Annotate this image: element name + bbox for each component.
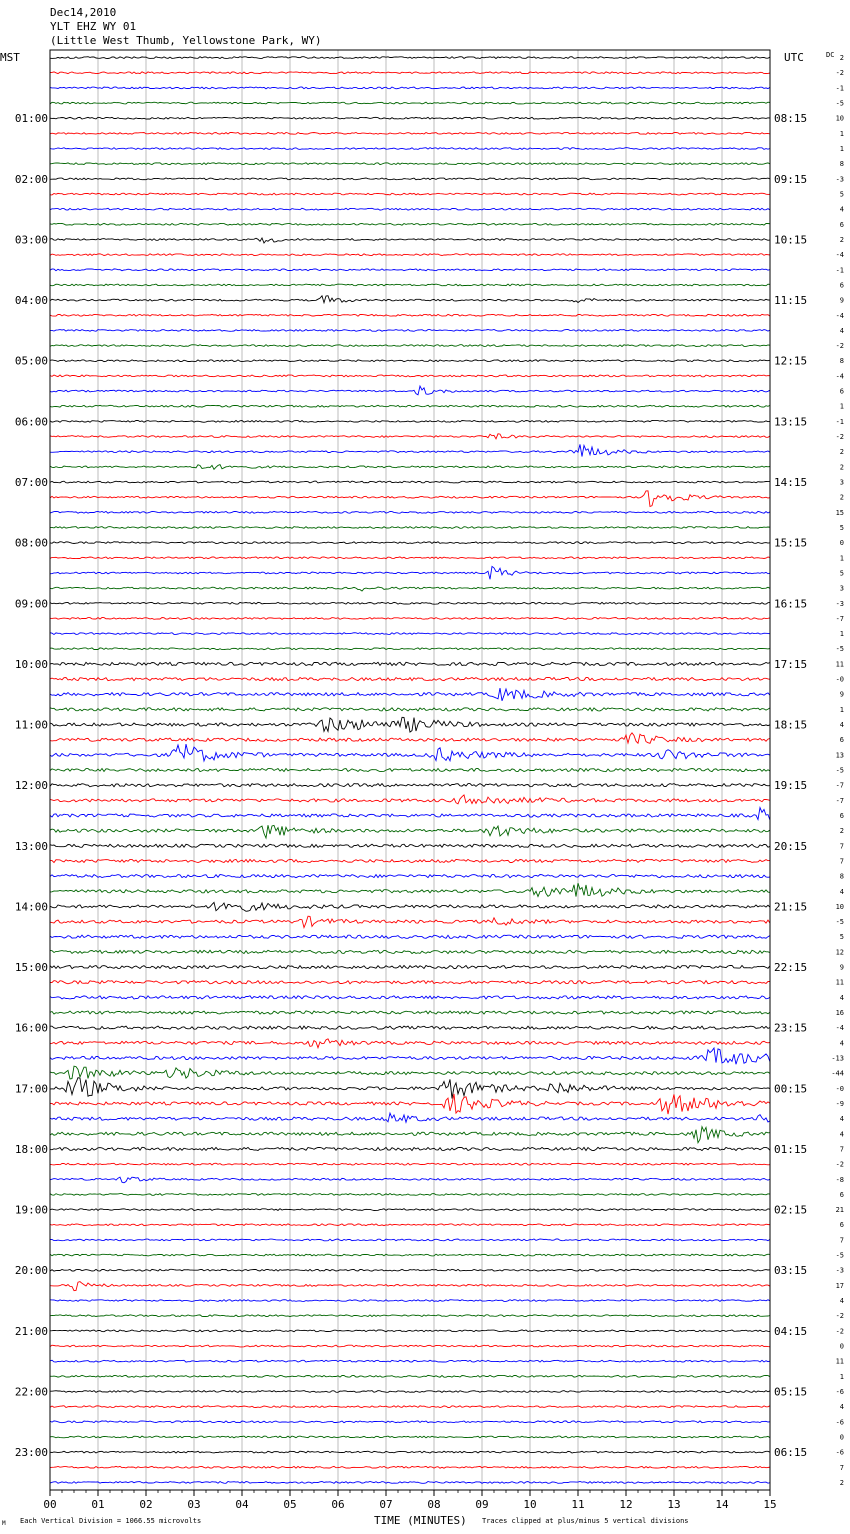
dc-offset-label: 13 (835, 751, 844, 760)
dc-offset-label: 6 (839, 220, 844, 229)
dc-offset-label: 4 (839, 1039, 844, 1048)
dc-offset-label: -9 (835, 1099, 844, 1108)
dc-offset-label: 1 (839, 630, 844, 639)
dc-offset-label: 2 (839, 448, 844, 457)
dc-offset-label: 8 (839, 872, 844, 881)
dc-offset-label: 17 (835, 1281, 844, 1290)
dc-offset-label: 4 (839, 721, 844, 730)
left-timezone-label: MST (0, 51, 20, 64)
dc-offset-label: -5 (835, 99, 844, 108)
left-hour-label: 04:00 (14, 294, 48, 308)
left-hour-label: 23:00 (14, 1446, 48, 1460)
dc-offset-label: 9 (839, 963, 844, 972)
left-hour-label: 06:00 (14, 415, 48, 429)
dc-offset-label: 11 (835, 1357, 844, 1366)
header-station: YLT EHZ WY 01 (50, 20, 137, 33)
left-hour-label: 17:00 (14, 1082, 48, 1096)
dc-offset-label: 6 (839, 1221, 844, 1230)
dc-offset-label: -5 (835, 645, 844, 654)
right-hour-label: 03:15 (774, 1264, 808, 1278)
dc-offset-label: 8 (839, 357, 844, 366)
right-hour-label: 05:15 (774, 1385, 808, 1399)
dc-offset-label: 1 (839, 129, 844, 138)
header-location: (Little West Thumb, Yellowstone Park, WY) (50, 34, 322, 47)
dc-offset-label: 1 (839, 402, 844, 411)
dc-offset-label: -0 (835, 675, 844, 684)
dc-offset-label: 4 (839, 1115, 844, 1124)
x-axis-title: TIME (MINUTES) (374, 1514, 467, 1527)
left-hour-label: 21:00 (14, 1324, 48, 1338)
dc-offset-label: 1 (839, 1372, 844, 1381)
dc-offset-label: 3 (839, 478, 844, 487)
right-hour-label: 10:15 (774, 233, 808, 247)
right-hour-label: 00:15 (774, 1082, 808, 1096)
dc-offset-label: 0 (839, 539, 844, 548)
left-hour-label: 02:00 (14, 172, 48, 186)
x-tick-label: 10 (523, 1498, 537, 1511)
dc-offset-label: -1 (835, 84, 844, 93)
dc-offset-label: 4 (839, 326, 844, 335)
x-tick-label: 00 (43, 1498, 57, 1511)
dc-offset-label: 6 (839, 281, 844, 290)
dc-offset-label: 4 (839, 993, 844, 1002)
dc-offset-label: 3 (839, 584, 844, 593)
dc-offset-label: 6 (839, 811, 844, 820)
right-hour-label: 17:15 (774, 657, 808, 671)
left-hour-label: 19:00 (14, 1203, 48, 1217)
right-hour-label: 15:15 (774, 536, 808, 550)
left-hour-label: 01:00 (14, 112, 48, 126)
dc-offset-label: 8 (839, 160, 844, 169)
corner-mark: M (2, 1520, 6, 1527)
x-tick-label: 08 (427, 1498, 441, 1511)
dc-offset-label: -44 (831, 1069, 844, 1078)
dc-offset-label: 1 (839, 705, 844, 714)
dc-offset-label: 2 (839, 463, 844, 472)
dc-offset-label: 5 (839, 523, 844, 532)
header-date: Dec14,2010 (50, 6, 117, 19)
right-hour-label: 16:15 (774, 597, 808, 611)
dc-offset-label: -4 (835, 251, 844, 260)
dc-offset-label: -3 (835, 175, 844, 184)
dc-offset-label: 2 (839, 1478, 844, 1487)
right-hour-label: 22:15 (774, 961, 808, 975)
right-hour-label: 13:15 (774, 415, 808, 429)
x-tick-label: 05 (283, 1498, 297, 1511)
dc-column-label: DC (826, 51, 835, 59)
right-hour-label: 20:15 (774, 839, 808, 853)
left-hour-label: 22:00 (14, 1385, 48, 1399)
right-hour-label: 09:15 (774, 172, 808, 186)
dc-offset-label: -6 (835, 1418, 844, 1427)
left-hour-label: 07:00 (14, 476, 48, 489)
dc-offset-label: 7 (839, 1463, 844, 1472)
left-hour-label: 15:00 (14, 961, 48, 975)
dc-offset-label: 4 (839, 1297, 844, 1306)
x-tick-label: 01 (91, 1498, 105, 1511)
dc-offset-label: -0 (835, 1084, 844, 1093)
dc-offset-label: 4 (839, 1130, 844, 1139)
dc-offset-label: -6 (835, 1387, 844, 1396)
dc-offset-label: -5 (835, 1251, 844, 1260)
dc-offset-label: 10 (835, 114, 844, 123)
dc-offset-label: 16 (835, 1009, 844, 1018)
dc-offset-label: -2 (835, 433, 844, 442)
x-tick-label: 03 (187, 1498, 201, 1511)
x-tick-label: 14 (715, 1498, 729, 1511)
dc-offset-label: 2 (839, 54, 844, 63)
dc-offset-label: -4 (835, 372, 844, 381)
x-tick-label: 04 (235, 1498, 249, 1511)
dc-offset-label: -2 (835, 342, 844, 351)
dc-offset-label: 4 (839, 1403, 844, 1412)
dc-offset-label: 4 (839, 205, 844, 214)
dc-offset-label: 5 (839, 190, 844, 199)
left-hour-label: 11:00 (14, 718, 48, 732)
x-tick-label: 09 (475, 1498, 489, 1511)
dc-offset-label: 2 (839, 827, 844, 836)
dc-offset-label: -4 (835, 1024, 844, 1033)
right-hour-label: 23:15 (774, 1021, 808, 1035)
right-hour-label: 08:15 (774, 112, 808, 126)
x-tick-label: 07 (379, 1498, 393, 1511)
left-hour-label: 13:00 (14, 839, 48, 853)
left-hour-label: 18:00 (14, 1142, 48, 1156)
dc-offset-label: 6 (839, 387, 844, 396)
x-tick-label: 13 (667, 1498, 681, 1511)
left-hour-label: 10:00 (14, 657, 48, 671)
dc-offset-label: 12 (835, 948, 844, 957)
dc-offset-label: 6 (839, 1190, 844, 1199)
dc-offset-label: 10 (835, 902, 844, 911)
footer-clip-note: Traces clipped at plus/minus 5 vertical divisions (482, 1517, 689, 1525)
right-hour-label: 12:15 (774, 354, 808, 368)
dc-offset-label: 7 (839, 1236, 844, 1245)
dc-offset-label: 7 (839, 842, 844, 851)
left-hour-label: 08:00 (14, 536, 48, 550)
right-hour-label: 01:15 (774, 1142, 808, 1156)
dc-offset-label: -6 (835, 1448, 844, 1457)
right-hour-label: 19:15 (774, 779, 808, 793)
dc-offset-label: -1 (835, 417, 844, 426)
right-hour-label: 11:15 (774, 294, 808, 308)
x-tick-label: 11 (571, 1498, 585, 1511)
dc-offset-label: 5 (839, 569, 844, 578)
x-tick-label: 02 (139, 1498, 153, 1511)
dc-offset-label: -7 (835, 781, 844, 790)
x-tick-label: 15 (763, 1498, 777, 1511)
dc-offset-label: 4 (839, 887, 844, 896)
dc-offset-label: 7 (839, 857, 844, 866)
dc-offset-label: 0 (839, 1433, 844, 1442)
left-hour-label: 05:00 (14, 354, 48, 368)
left-hour-label: 09:00 (14, 597, 48, 611)
dc-offset-label: 15 (835, 508, 844, 517)
dc-offset-label: -1 (835, 266, 844, 275)
dc-offset-label: -4 (835, 311, 844, 320)
dc-offset-label: -2 (835, 1312, 844, 1321)
right-hour-label: 02:15 (774, 1203, 808, 1217)
dc-offset-label: -2 (835, 1327, 844, 1336)
footer-scale-note: Each Vertical Division = 1066.55 microvolts (20, 1517, 202, 1525)
left-hour-label: 14:00 (14, 900, 48, 914)
right-hour-label: 18:15 (774, 718, 808, 732)
dc-offset-label: 0 (839, 1342, 844, 1351)
dc-offset-label: 5 (839, 933, 844, 942)
dc-offset-label: -5 (835, 918, 844, 927)
dc-offset-label: 1 (839, 554, 844, 563)
dc-offset-label: -7 (835, 796, 844, 805)
right-hour-label: 21:15 (774, 900, 808, 914)
dc-offset-label: 11 (835, 978, 844, 987)
dc-offset-label: 6 (839, 736, 844, 745)
dc-offset-label: -7 (835, 614, 844, 623)
x-tick-label: 12 (619, 1498, 633, 1511)
dc-offset-label: 1 (839, 145, 844, 154)
dc-offset-label: 7 (839, 1145, 844, 1154)
right-hour-label: 14:15 (774, 476, 808, 489)
left-hour-label: 03:00 (14, 233, 48, 247)
x-tick-label: 06 (331, 1498, 345, 1511)
dc-offset-label: 21 (835, 1206, 844, 1215)
dc-offset-label: -13 (831, 1054, 844, 1063)
dc-offset-label: 11 (835, 660, 844, 669)
right-timezone-label: UTC (784, 51, 804, 64)
left-hour-label: 20:00 (14, 1264, 48, 1278)
dc-offset-label: 2 (839, 235, 844, 244)
dc-offset-label: -2 (835, 69, 844, 78)
left-hour-label: 16:00 (14, 1021, 48, 1035)
dc-offset-label: 2 (839, 493, 844, 502)
dc-offset-label: -8 (835, 1175, 844, 1184)
dc-offset-label: -3 (835, 599, 844, 608)
dc-offset-label: -2 (835, 1160, 844, 1169)
right-hour-label: 04:15 (774, 1324, 808, 1338)
left-hour-label: 12:00 (14, 779, 48, 793)
dc-offset-label: 9 (839, 690, 844, 699)
right-hour-label: 06:15 (774, 1446, 808, 1460)
dc-offset-label: -5 (835, 766, 844, 775)
dc-offset-label: -3 (835, 1266, 844, 1275)
dc-offset-label: 9 (839, 296, 844, 305)
